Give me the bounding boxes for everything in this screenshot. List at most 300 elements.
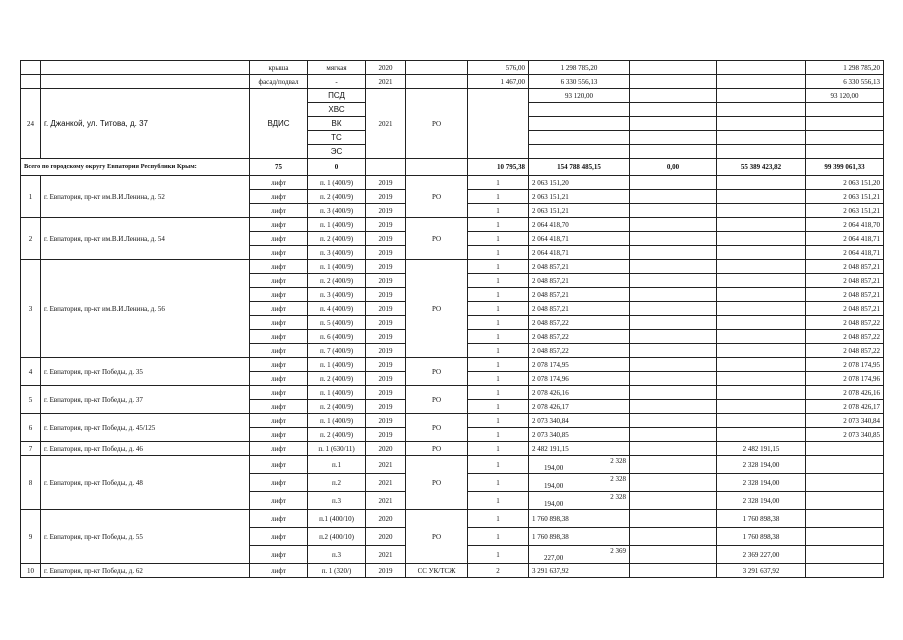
year-cell: 2019 xyxy=(366,274,406,288)
fund-col3-cell: 6 330 556,13 xyxy=(806,75,884,89)
method-cell: РО xyxy=(406,176,468,218)
element-cell: лифт xyxy=(250,316,308,330)
fund-col1-cell xyxy=(630,456,717,474)
fund-col3-cell: 2 048 857,21 xyxy=(806,260,884,274)
total-cost-cell: 1 298 785,20 xyxy=(529,61,630,75)
address-cell: г. Евпатория, пр-кт Победы, д. 46 xyxy=(41,442,250,456)
fund-col2-total-cell: 55 389 423,82 xyxy=(717,159,806,176)
element-cell: лифт xyxy=(250,358,308,372)
table-row xyxy=(21,176,884,190)
fund-col2-cell xyxy=(717,117,806,131)
subitem-cell: ТС xyxy=(308,131,366,145)
row-number-cell: 9 xyxy=(21,510,41,564)
fund-col3-cell: 2 048 857,22 xyxy=(806,316,884,330)
quantity-cell: 1 xyxy=(468,474,529,492)
fund-col1-cell xyxy=(630,232,717,246)
fund-col1-cell xyxy=(630,492,717,510)
total-cost-cell: 2 064 418,71 xyxy=(529,232,630,246)
row-number-cell: 3 xyxy=(21,260,41,358)
fund-col3-cell: 2 048 857,21 xyxy=(806,274,884,288)
subtype-cell: п. 4 (400/9) xyxy=(308,302,366,316)
method-cell: РО xyxy=(406,89,468,159)
quantity-cell: 1 xyxy=(468,492,529,510)
element-cell: лифт xyxy=(250,260,308,274)
document-sheet xyxy=(20,60,883,578)
total-cost-cell: 2 064 418,71 xyxy=(529,246,630,260)
fund-col1-cell xyxy=(630,246,717,260)
amount-split-top: 2 328 xyxy=(610,475,626,483)
element-cell: лифт xyxy=(250,274,308,288)
subtype-cell: п. 3 (400/9) xyxy=(308,288,366,302)
subtype-cell: п. 2 (400/9) xyxy=(308,274,366,288)
total-cost-cell: 2 078 426,17 xyxy=(529,400,630,414)
fund-col1-cell xyxy=(630,89,717,103)
quantity-cell: 1 xyxy=(468,218,529,232)
fund-col3-cell xyxy=(806,546,884,564)
year-cell: 2019 xyxy=(366,344,406,358)
element-type-cell: ВДИС xyxy=(250,89,308,159)
table-row xyxy=(21,61,884,75)
fund-col1-cell xyxy=(630,442,717,456)
address-cell: г. Евпатория, пр-кт им.В.И.Ленина, д. 52 xyxy=(41,176,250,218)
subitem-cell: ВК xyxy=(308,117,366,131)
element-cell: лифт xyxy=(250,492,308,510)
quantity-cell: 1 xyxy=(468,274,529,288)
fund-col3-cell xyxy=(806,145,884,159)
year-cell: 2019 xyxy=(366,288,406,302)
quantity-cell: 1 xyxy=(468,400,529,414)
fund-col2-cell xyxy=(717,145,806,159)
subtype-cell: п. 7 (400/9) xyxy=(308,344,366,358)
quantity-cell: 1 xyxy=(468,414,529,428)
fund-col1-cell xyxy=(630,428,717,442)
element-cell: лифт xyxy=(250,428,308,442)
element-cell: лифт xyxy=(250,176,308,190)
fund-col2-cell: 2 328 194,00 xyxy=(717,474,806,492)
total-cost-cell xyxy=(529,145,630,159)
subitem-cell: ПСД xyxy=(308,89,366,103)
address-cell: г. Евпатория, пр-кт Победы, д. 37 xyxy=(41,386,250,414)
total-cost-cell: 6 330 556,13 xyxy=(529,75,630,89)
total-cost-cell: 2 048 857,21 xyxy=(529,302,630,316)
fund-col3-cell: 2 064 418,70 xyxy=(806,218,884,232)
row-number-cell: 1 xyxy=(21,176,41,218)
fund-col3-cell xyxy=(806,103,884,117)
total-cost-cell: 2 073 340,84 xyxy=(529,414,630,428)
subtype-cell: п. 6 (400/9) xyxy=(308,330,366,344)
fund-col3-cell xyxy=(806,442,884,456)
fund-col3-cell: 1 298 785,20 xyxy=(806,61,884,75)
fund-col2-cell xyxy=(717,330,806,344)
quantity-cell: 1 xyxy=(468,386,529,400)
total-cost-cell: 2 482 191,15 xyxy=(529,442,630,456)
total-cost-cell xyxy=(529,546,630,564)
total-cost-cell: 93 120,00 xyxy=(529,89,630,103)
total-cost-cell: 3 291 637,92 xyxy=(529,564,630,578)
total-cost-cell xyxy=(529,492,630,510)
fund-col1-cell xyxy=(630,372,717,386)
year-cell: 2019 xyxy=(366,564,406,578)
fund-col3-cell xyxy=(806,117,884,131)
method-cell: СС УК/ТСЖ xyxy=(406,564,468,578)
row-number-cell: 10 xyxy=(21,564,41,578)
subtype-cell: мягкая xyxy=(308,61,366,75)
amount-split-bottom: 194,00 xyxy=(544,499,564,508)
year-cell: 2019 xyxy=(366,176,406,190)
total-cost-cell: 2 064 418,70 xyxy=(529,218,630,232)
method-cell xyxy=(406,75,468,89)
row-number-cell xyxy=(21,75,41,89)
element-cell: лифт xyxy=(250,414,308,428)
year-cell: 2021 xyxy=(366,492,406,510)
fund-col3-cell: 2 063 151,21 xyxy=(806,204,884,218)
subtype-cell: п.1 (400/10) xyxy=(308,510,366,528)
quantity-cell: 1 xyxy=(468,288,529,302)
quantity-cell: 1 xyxy=(468,528,529,546)
table-row xyxy=(21,442,884,456)
year-cell: 2019 xyxy=(366,302,406,316)
fund-col3-total-cell: 99 399 061,33 xyxy=(806,159,884,176)
quantity-cell: 1 xyxy=(468,302,529,316)
fund-col2-cell xyxy=(717,89,806,103)
fund-col2-cell xyxy=(717,274,806,288)
year-cell: 2019 xyxy=(366,400,406,414)
subtype-cell: п. 2 (400/9) xyxy=(308,190,366,204)
fund-col2-cell xyxy=(717,218,806,232)
fund-col2-cell xyxy=(717,260,806,274)
total-cost-cell: 2 063 151,20 xyxy=(529,176,630,190)
address-cell xyxy=(41,75,250,89)
total-count-cell: 75 xyxy=(250,159,308,176)
year-cell: 2019 xyxy=(366,428,406,442)
total-cost-cell: 2 048 857,22 xyxy=(529,316,630,330)
fund-col3-cell: 2 048 857,21 xyxy=(806,288,884,302)
element-cell: лифт xyxy=(250,330,308,344)
row-number-cell: 8 xyxy=(21,456,41,510)
element-cell: лифт xyxy=(250,564,308,578)
element-cell: лифт xyxy=(250,400,308,414)
subtype-cell: п. 2 (400/9) xyxy=(308,232,366,246)
quantity-cell: 1 xyxy=(468,330,529,344)
quantity-cell: 1 xyxy=(468,316,529,330)
subtype-cell: п. 1 (400/9) xyxy=(308,176,366,190)
quantity-cell: 1 xyxy=(468,358,529,372)
element-cell: лифт xyxy=(250,546,308,564)
year-cell: 2019 xyxy=(366,260,406,274)
total-cost-cell: 2 078 426,16 xyxy=(529,386,630,400)
fund-col3-cell: 2 063 151,20 xyxy=(806,176,884,190)
fund-col1-cell xyxy=(630,564,717,578)
amount-split-bottom: 194,00 xyxy=(544,481,564,490)
method-cell: РО xyxy=(406,358,468,386)
repair-schedule-table xyxy=(20,60,884,578)
fund-col3-cell: 2 078 174,96 xyxy=(806,372,884,386)
address-cell: г. Евпатория, пр-кт Победы, д. 35 xyxy=(41,358,250,386)
element-cell: лифт xyxy=(250,302,308,316)
fund-col2-cell xyxy=(717,400,806,414)
subtype-cell: п. 1 (630/11) xyxy=(308,442,366,456)
total-cost-cell: 2 073 340,85 xyxy=(529,428,630,442)
fund-col2-cell xyxy=(717,246,806,260)
fund-col3-cell xyxy=(806,492,884,510)
quantity-cell: 576,00 xyxy=(468,61,529,75)
table-row xyxy=(21,260,884,274)
fund-col3-cell: 2 048 857,22 xyxy=(806,330,884,344)
table-row xyxy=(21,159,884,176)
fund-col2-cell xyxy=(717,428,806,442)
year-cell: 2019 xyxy=(366,358,406,372)
fund-col1-cell xyxy=(630,204,717,218)
fund-col1-cell xyxy=(630,288,717,302)
fund-col2-cell xyxy=(717,190,806,204)
element-cell: лифт xyxy=(250,386,308,400)
total-quantity-cell: 10 795,38 xyxy=(468,159,529,176)
fund-col1-cell xyxy=(630,400,717,414)
method-cell: РО xyxy=(406,414,468,442)
table-row xyxy=(21,414,884,428)
table-row xyxy=(21,75,884,89)
subtype-cell: п.3 xyxy=(308,546,366,564)
method-cell: РО xyxy=(406,386,468,414)
subtype-cell: п. 2 (400/9) xyxy=(308,400,366,414)
element-cell: лифт xyxy=(250,442,308,456)
fund-col2-cell xyxy=(717,316,806,330)
amount-split-top: 2 328 xyxy=(610,457,626,465)
total-cost-cell: 2 063 151,21 xyxy=(529,204,630,218)
fund-col2-cell xyxy=(717,288,806,302)
fund-col1-cell xyxy=(630,176,717,190)
quantity-cell: 1 xyxy=(468,428,529,442)
element-cell: лифт xyxy=(250,474,308,492)
quantity-cell: 1 467,00 xyxy=(468,75,529,89)
fund-col3-cell xyxy=(806,474,884,492)
fund-col1-cell xyxy=(630,344,717,358)
element-cell: лифт xyxy=(250,344,308,358)
year-cell: 2019 xyxy=(366,386,406,400)
year-cell: 2019 xyxy=(366,330,406,344)
fund-col3-cell: 2 063 151,21 xyxy=(806,190,884,204)
subtype-cell: п. 3 (400/9) xyxy=(308,246,366,260)
fund-col3-cell xyxy=(806,510,884,528)
fund-col2-cell xyxy=(717,414,806,428)
fund-col2-cell xyxy=(717,131,806,145)
year-cell: 2019 xyxy=(366,232,406,246)
table-row xyxy=(21,89,884,103)
table-row xyxy=(21,456,884,474)
row-number-cell: 4 xyxy=(21,358,41,386)
quantity-cell: 1 xyxy=(468,344,529,358)
year-cell: 2019 xyxy=(366,204,406,218)
subtype-cell: п.3 xyxy=(308,492,366,510)
total-cost-cell: 2 048 857,21 xyxy=(529,274,630,288)
total-cost-cell: 2 048 857,22 xyxy=(529,330,630,344)
fund-col1-cell xyxy=(630,75,717,89)
fund-col3-cell xyxy=(806,131,884,145)
year-cell: 2021 xyxy=(366,546,406,564)
fund-col2-cell xyxy=(717,61,806,75)
fund-col1-cell xyxy=(630,414,717,428)
method-cell: РО xyxy=(406,218,468,260)
subtype-cell: п. 1 (400/9) xyxy=(308,414,366,428)
year-cell: 2020 xyxy=(366,442,406,456)
fund-col1-cell xyxy=(630,190,717,204)
quantity-cell: 1 xyxy=(468,190,529,204)
row-number-cell: 6 xyxy=(21,414,41,442)
subtype-cell: п. 1 (320/) xyxy=(308,564,366,578)
element-cell: лифт xyxy=(250,456,308,474)
total-cost-cell xyxy=(529,103,630,117)
fund-col3-cell: 2 078 426,17 xyxy=(806,400,884,414)
method-cell: РО xyxy=(406,510,468,564)
fund-col1-cell xyxy=(630,302,717,316)
quantity-cell: 1 xyxy=(468,260,529,274)
year-cell: 2020 xyxy=(366,61,406,75)
year-cell: 2019 xyxy=(366,316,406,330)
fund-col1-cell xyxy=(630,358,717,372)
quantity-cell: 2 xyxy=(468,564,529,578)
method-cell: РО xyxy=(406,260,468,358)
amount-split-top: 2 328 xyxy=(610,493,626,501)
quantity-cell: 1 xyxy=(468,510,529,528)
total-cost-cell xyxy=(529,474,630,492)
fund-col1-cell xyxy=(630,528,717,546)
address-cell: г. Джанкой, ул. Титова, д. 37 xyxy=(41,89,250,159)
year-cell: 2019 xyxy=(366,414,406,428)
total-cost-cell: 2 063 151,21 xyxy=(529,190,630,204)
address-cell: г. Евпатория, пр-кт Победы, д. 48 xyxy=(41,456,250,510)
subtype-cell: п.1 xyxy=(308,456,366,474)
total-cost-cell xyxy=(529,117,630,131)
quantity-cell: 1 xyxy=(468,456,529,474)
fund-col1-cell xyxy=(630,546,717,564)
fund-col1-cell xyxy=(630,510,717,528)
fund-col2-cell: 3 291 637,92 xyxy=(717,564,806,578)
method-cell xyxy=(406,61,468,75)
method-cell: РО xyxy=(406,456,468,510)
year-cell: 2019 xyxy=(366,246,406,260)
table-row xyxy=(21,510,884,528)
total-cost-cell: 2 078 174,96 xyxy=(529,372,630,386)
year-cell xyxy=(366,159,406,176)
subitem-cell: ЭС xyxy=(308,145,366,159)
fund-col2-cell: 2 482 191,15 xyxy=(717,442,806,456)
quantity-cell: 1 xyxy=(468,442,529,456)
fund-col1-total-cell: 0,00 xyxy=(630,159,717,176)
fund-col3-cell xyxy=(806,528,884,546)
fund-col3-cell: 2 073 340,85 xyxy=(806,428,884,442)
fund-col3-cell: 93 120,00 xyxy=(806,89,884,103)
quantity-cell: 1 xyxy=(468,372,529,386)
fund-col2-cell: 1 760 898,38 xyxy=(717,510,806,528)
year-cell: 2020 xyxy=(366,528,406,546)
row-number-cell xyxy=(21,61,41,75)
fund-col1-cell xyxy=(630,61,717,75)
fund-col3-cell: 2 064 418,71 xyxy=(806,232,884,246)
table-row xyxy=(21,218,884,232)
element-cell: лифт xyxy=(250,288,308,302)
fund-col2-cell xyxy=(717,358,806,372)
element-cell: фасад/подвал xyxy=(250,75,308,89)
total-cost-cell: 1 760 898,38 xyxy=(529,528,630,546)
element-cell: крыша xyxy=(250,61,308,75)
address-cell: г. Евпатория, пр-кт Победы, д. 55 xyxy=(41,510,250,564)
fund-col2-cell xyxy=(717,204,806,218)
subtype-cell: п. 2 (400/9) xyxy=(308,372,366,386)
total-label-cell: Всего по городскому округу Евпатория Республики Крым: xyxy=(21,159,250,176)
subtype-cell: п. 2 (400/9) xyxy=(308,428,366,442)
year-cell: 2021 xyxy=(366,456,406,474)
fund-col2-cell xyxy=(717,302,806,316)
year-cell: 2019 xyxy=(366,218,406,232)
fund-col3-cell: 2 048 857,21 xyxy=(806,302,884,316)
quantity-cell: 1 xyxy=(468,176,529,190)
subtype-cell: - xyxy=(308,75,366,89)
subtype-cell: п. 1 (400/9) xyxy=(308,218,366,232)
fund-col1-cell xyxy=(630,386,717,400)
subtype-cell: п.2 (400/10) xyxy=(308,528,366,546)
amount-split-bottom: 194,00 xyxy=(544,463,564,472)
fund-col2-cell xyxy=(717,176,806,190)
fund-col1-cell xyxy=(630,103,717,117)
quantity-cell xyxy=(468,89,529,159)
fund-col1-cell xyxy=(630,117,717,131)
element-cell: лифт xyxy=(250,372,308,386)
fund-col2-cell: 1 760 898,38 xyxy=(717,528,806,546)
fund-col2-cell: 2 369 227,00 xyxy=(717,546,806,564)
total-cost-cell: 2 048 857,22 xyxy=(529,344,630,358)
subtype-cell: п.2 xyxy=(308,474,366,492)
table-row xyxy=(21,564,884,578)
fund-col1-cell xyxy=(630,131,717,145)
fund-col3-cell: 2 064 418,71 xyxy=(806,246,884,260)
table-row xyxy=(21,358,884,372)
fund-col2-cell xyxy=(717,372,806,386)
fund-col1-cell xyxy=(630,316,717,330)
subitem-cell: ХВС xyxy=(308,103,366,117)
fund-col1-cell xyxy=(630,274,717,288)
element-cell: лифт xyxy=(250,246,308,260)
element-cell: лифт xyxy=(250,218,308,232)
address-cell xyxy=(41,61,250,75)
quantity-cell: 1 xyxy=(468,204,529,218)
subtype-cell: п. 1 (400/9) xyxy=(308,386,366,400)
fund-col2-cell xyxy=(717,75,806,89)
fund-col3-cell xyxy=(806,564,884,578)
fund-col3-cell: 2 048 857,22 xyxy=(806,344,884,358)
fund-col2-cell xyxy=(717,232,806,246)
amount-split-top: 2 369 xyxy=(610,547,626,555)
fund-col2-cell xyxy=(717,386,806,400)
fund-col1-cell xyxy=(630,218,717,232)
fund-col3-cell: 2 073 340,84 xyxy=(806,414,884,428)
fund-col3-cell: 2 078 174,95 xyxy=(806,358,884,372)
total-cost-cell: 2 048 857,21 xyxy=(529,288,630,302)
total-cost-cell: 2 078 174,95 xyxy=(529,358,630,372)
subtype-cell: п. 1 (400/9) xyxy=(308,260,366,274)
row-number-cell: 2 xyxy=(21,218,41,260)
year-cell: 2020 xyxy=(366,510,406,528)
address-cell: г. Евпатория, пр-кт им.В.И.Ленина, д. 54 xyxy=(41,218,250,260)
amount-split-bottom: 227,00 xyxy=(544,553,564,562)
subtype-cell: п. 5 (400/9) xyxy=(308,316,366,330)
fund-col2-cell: 2 328 194,00 xyxy=(717,492,806,510)
address-cell: г. Евпатория, пр-кт Победы, д. 62 xyxy=(41,564,250,578)
year-cell: 2019 xyxy=(366,190,406,204)
subtype-cell: п. 1 (400/9) xyxy=(308,358,366,372)
total-zero-cell: 0 xyxy=(308,159,366,176)
total-cost-cell xyxy=(529,131,630,145)
element-cell: лифт xyxy=(250,232,308,246)
